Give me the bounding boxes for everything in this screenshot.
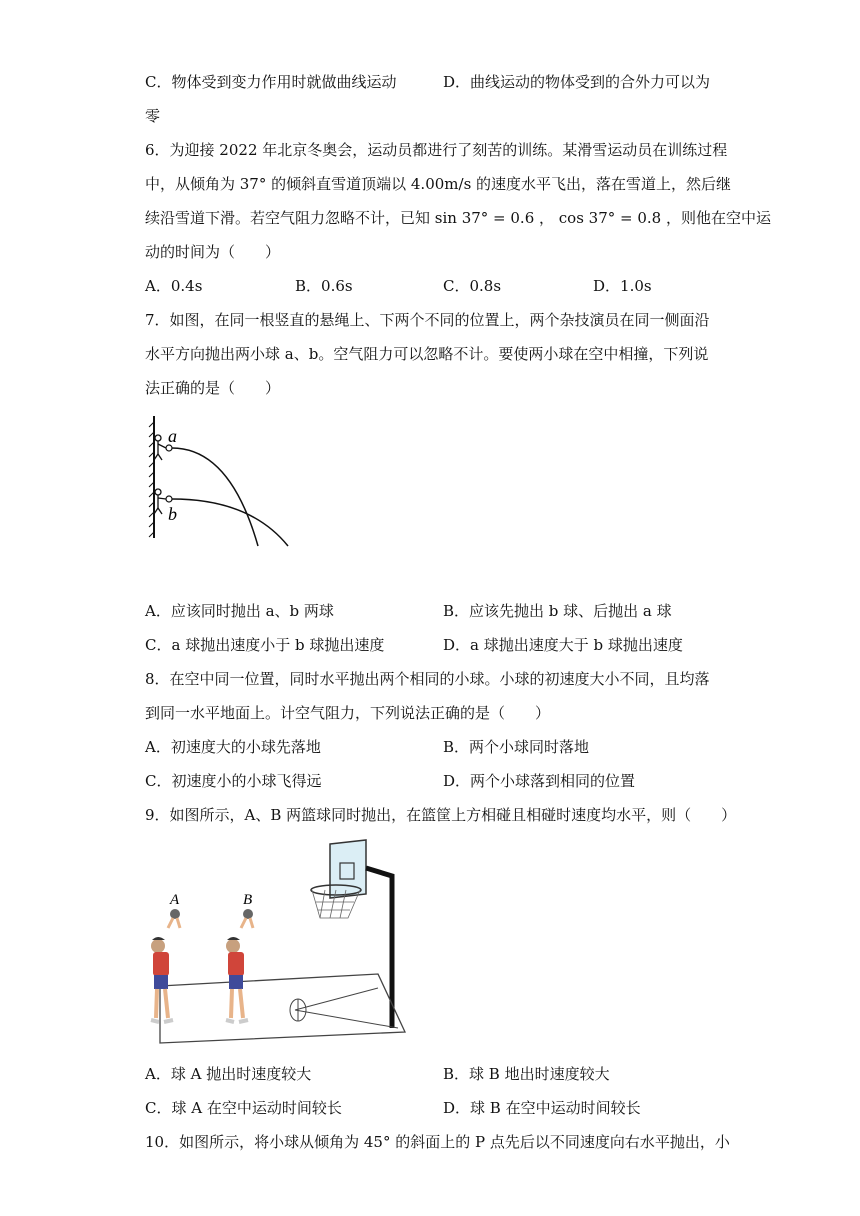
- trajectory-b: [172, 499, 288, 546]
- q5-option-d-continued: 零: [145, 107, 161, 125]
- performer-b-icon: [154, 489, 166, 514]
- q6-option-a: A．0.4s: [145, 277, 203, 295]
- q6-stem-line-3: 续沿雪道下滑。若空气阻力忽略不计，已知 sin 37° = 0.6 ， cos 37° = 0.8 ，则他在空中运: [145, 209, 771, 227]
- player-a-icon: [151, 909, 180, 1022]
- q6-stem-line-4: 动的时间为（ ）: [145, 243, 281, 261]
- q6-stem-line-2: 中，从倾角为 37° 的倾斜直雪道顶端以 4.00m/s 的速度水平飞出，落在雪道上，然后继: [145, 175, 732, 193]
- label-a: a: [168, 426, 177, 446]
- q7-option-b: B．应该先抛出 b 球、后抛出 a 球: [443, 602, 672, 620]
- q7-option-c: C．a 球抛出速度小于 b 球抛出速度: [145, 636, 385, 654]
- q8-stem-line-1: 8．在空中同一位置，同时水平抛出两个相同的小球。小球的初速度大小不同，且均落: [145, 670, 710, 688]
- label-A: A: [170, 892, 180, 908]
- q8-stem-line-2: 到同一水平地面上。计空气阻力，下列说法正确的是（ ）: [145, 704, 551, 722]
- court-key-lines: [295, 988, 398, 1028]
- q8-option-a: A．初速度大的小球先落地: [145, 738, 321, 756]
- court-outline: [160, 974, 405, 1043]
- q7-option-d: D．a 球抛出速度大于 b 球抛出速度: [443, 636, 683, 654]
- q9-option-d: D．球 B 在空中运动时间较长: [443, 1099, 641, 1117]
- q8-option-d: D．两个小球落到相同的位置: [443, 772, 636, 790]
- q7-option-a: A．应该同时抛出 a、b 两球: [145, 602, 334, 620]
- q7-stem-line-1: 7．如图，在同一根竖直的悬绳上、下两个不同的位置上，两个杂技演员在同一侧面沿: [145, 311, 710, 329]
- q6-option-d: D．1.0s: [593, 277, 652, 295]
- q6-option-b: B．0.6s: [295, 277, 353, 295]
- q8-option-c: C．初速度小的小球飞得远: [145, 772, 322, 790]
- q9-stem-line-1: 9．如图所示，A、B 两篮球同时抛出，在篮筐上方相碰且相碰时速度均水平，则（ ）: [145, 806, 737, 824]
- player-b-icon: [226, 909, 253, 1022]
- trajectory-a: [172, 448, 258, 546]
- q9-option-a: A．球 A 抛出时速度较大: [145, 1065, 312, 1083]
- q6-stem-line-1: 6．为迎接 2022 年北京冬奥会，运动员都进行了刻苦的训练。某滑雪运动员在训练过程: [145, 141, 728, 159]
- q6-option-c: C．0.8s: [443, 277, 502, 295]
- hoop-pole: [366, 868, 392, 1028]
- q5-option-c: C．物体受到变力作用时就做曲线运动: [145, 73, 397, 91]
- q9-basketball-figure: [140, 838, 420, 1050]
- q9-option-c: C．球 A 在空中运动时间较长: [145, 1099, 342, 1117]
- ball-b: [166, 496, 172, 502]
- q7-rope-throw-figure: [140, 412, 300, 552]
- q9-option-b: B．球 B 地出时速度较大: [443, 1065, 610, 1083]
- q10-stem-line-1: 10．如图所示，将小球从倾角为 45° 的斜面上的 P 点先后以不同速度向右水平抛出，小: [145, 1133, 730, 1151]
- q7-stem-line-3: 法正确的是（ ）: [145, 379, 281, 397]
- q5-option-d: D．曲线运动的物体受到的合外力可以为: [443, 73, 711, 91]
- label-B: B: [243, 892, 253, 908]
- label-b: b: [168, 504, 177, 524]
- q8-option-b: B．两个小球同时落地: [443, 738, 590, 756]
- q7-stem-line-2: 水平方向抛出两小球 a、b。空气阻力可以忽略不计。要使两小球在空中相撞，下列说: [145, 345, 709, 363]
- performer-a-icon: [154, 435, 166, 460]
